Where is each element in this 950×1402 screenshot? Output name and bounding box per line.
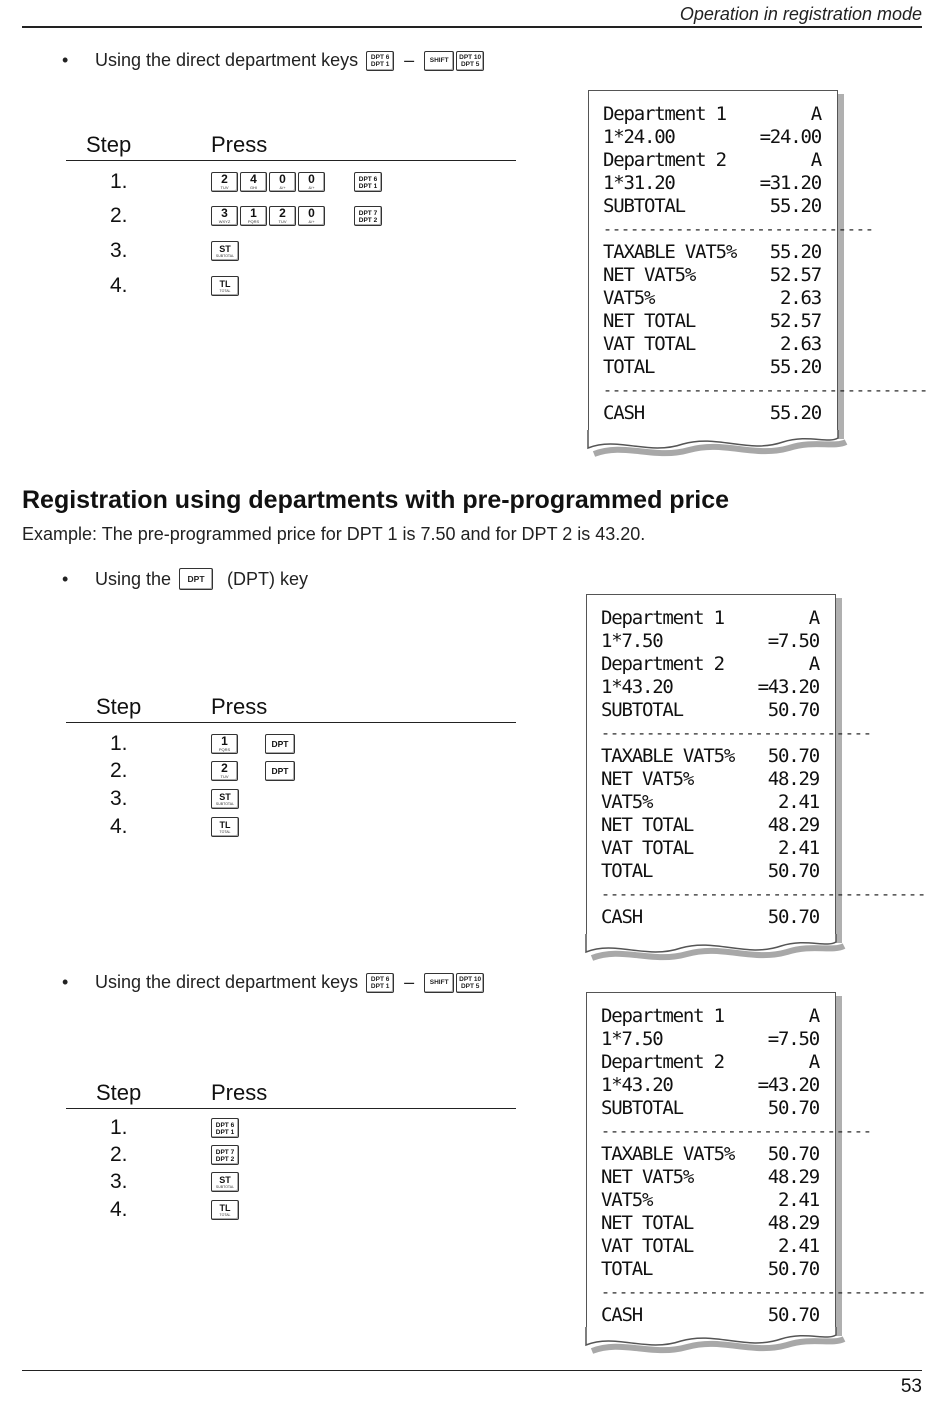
receipt-torn-edge [586, 1327, 848, 1357]
receipt-line-value: =7.50 [767, 1028, 819, 1050]
receipt-line-label: NET TOTAL [601, 1212, 694, 1234]
table-row [66, 1116, 239, 1140]
total-key: TL TOTAL [211, 817, 239, 837]
receipt-line-label: VAT5% [601, 1189, 653, 1211]
receipt-line-value: A [808, 607, 819, 629]
receipt-line [601, 630, 819, 653]
receipt-line-value: =31.20 [759, 172, 821, 194]
receipt-line [601, 1281, 927, 1304]
receipt-line-label: Department 2 [601, 1051, 724, 1073]
receipt-line-label: VAT5% [603, 287, 655, 309]
receipt-line-value: A [808, 1051, 819, 1073]
receipt-line-label: TOTAL [601, 860, 653, 882]
receipt-line-label: VAT TOTAL [601, 1235, 694, 1257]
receipt-line-label: Department 1 [601, 607, 724, 629]
receipt-line [601, 837, 819, 860]
dpt7-dpt2-key: DPT 7 DPT 2 [354, 206, 382, 226]
receipt-line-label: Department 2 [601, 653, 724, 675]
bullet-text-suffix: (DPT) key [227, 568, 309, 589]
receipt-line-label: SUBTOTAL [601, 699, 683, 721]
receipt-line [601, 676, 819, 699]
table-header [66, 130, 516, 161]
step-number: 4. [110, 274, 128, 297]
table-row [66, 1170, 239, 1194]
receipt-line-label: 1*7.50 [601, 1028, 663, 1050]
receipt-line [601, 745, 819, 768]
bullet-text: Using the direct department keys [95, 972, 359, 992]
receipt-line-value: 2.63 [780, 287, 821, 309]
receipt-line-label: VAT TOTAL [603, 333, 696, 355]
receipt-line-label: TAXABLE VAT5% [601, 1143, 735, 1165]
digit-key: 2 TUV [269, 206, 296, 226]
receipt-line-label: TOTAL [603, 356, 655, 378]
receipt-line [601, 883, 927, 906]
subtotal-key: ST SUBTOTAL [211, 241, 239, 261]
dpt10-dpt5-key: DPT 10 DPT 5 [456, 973, 484, 993]
receipt-line-value: 48.29 [767, 1212, 819, 1234]
receipt-line [601, 1051, 819, 1074]
receipt-line-value: 50.70 [767, 906, 819, 928]
table-row [66, 1198, 239, 1222]
page-number: 53 [900, 1376, 922, 1397]
step-number: 3. [110, 1170, 128, 1193]
digit-key: 3 WXYZ [211, 206, 238, 226]
table-header [66, 692, 516, 723]
receipt-line-value: 52.57 [769, 264, 821, 286]
receipt-line [601, 1074, 819, 1097]
receipt-line-value: 50.70 [767, 1143, 819, 1165]
range-dash: – [404, 50, 415, 70]
header-rule [22, 26, 922, 28]
dpt6-dpt1-key: DPT 6 DPT 1 [366, 51, 394, 71]
digit-key: 2 TUV [211, 172, 238, 192]
receipt-line-value: =7.50 [767, 630, 819, 652]
receipt-line [601, 1120, 872, 1143]
receipt-line [601, 1212, 819, 1235]
receipt-line-label: 1*24.00 [603, 126, 675, 148]
receipt-line [601, 768, 819, 791]
receipt-line-label: Department 1 [603, 103, 726, 125]
shift-key: SHIFT [424, 973, 454, 993]
receipt-line [601, 1143, 819, 1166]
step-number: 4. [110, 815, 128, 838]
bullet-text: Using the direct department keys [95, 50, 359, 70]
section1-bullet [62, 50, 484, 71]
section1-steps-table [66, 130, 516, 297]
receipt-line [601, 860, 819, 883]
press-column-header: Press [211, 132, 268, 157]
receipt-line-value: =43.20 [757, 676, 819, 698]
receipt-line [601, 814, 819, 837]
receipt-line-value: A [808, 1005, 819, 1027]
receipt-line-label: SUBTOTAL [603, 195, 685, 217]
receipt-paper [588, 90, 929, 435]
receipt-line [603, 241, 821, 264]
dpt6-dpt1-key: DPT 6 DPT 1 [366, 973, 394, 993]
receipt-line-value: 55.20 [769, 402, 821, 424]
dpt6-dpt1-key: DPT 6 DPT 1 [354, 172, 382, 192]
step-column-header: Step [96, 1080, 142, 1105]
receipt-line-value: 2.63 [780, 333, 821, 355]
table-row [66, 239, 239, 263]
receipt-line-label: 1*43.20 [601, 676, 673, 698]
bullet-dot-icon: • [62, 50, 69, 70]
receipt-line-value: 55.20 [769, 356, 821, 378]
receipt-line [603, 126, 821, 149]
receipt-line [603, 356, 821, 379]
receipt-line-value: 50.70 [767, 1304, 819, 1326]
receipt-line-label: TAXABLE VAT5% [601, 745, 735, 767]
dpt-key: DPT [179, 568, 213, 590]
receipt-line-label: NET TOTAL [601, 814, 694, 836]
receipt-line-value: 48.29 [767, 1166, 819, 1188]
shift-key: SHIFT [424, 51, 454, 71]
section3-bullet [62, 972, 484, 993]
press-column-header: Press [211, 694, 268, 719]
receipt-line-value: 2.41 [778, 791, 819, 813]
table-row [66, 1143, 239, 1167]
receipt-line [603, 103, 821, 126]
receipt-line-value: 2.41 [778, 1235, 819, 1257]
receipt-line [601, 1189, 819, 1212]
range-dash: – [404, 972, 415, 992]
receipt-line [601, 1166, 819, 1189]
receipt-line-value: 2.41 [778, 837, 819, 859]
digit-key: 0 &/+ [298, 172, 325, 192]
receipt-line-label: NET VAT5% [601, 1166, 694, 1188]
total-key: TL TOTAL [211, 276, 239, 296]
table-row [66, 274, 239, 298]
receipt-line-value: 2.41 [778, 1189, 819, 1211]
receipt-line-label: TAXABLE VAT5% [603, 241, 737, 263]
receipt-line-label: VAT5% [601, 791, 653, 813]
dpt7-dpt2-key: DPT 7 DPT 2 [211, 1145, 239, 1165]
receipt-line-label: ------------------------------ [601, 724, 872, 742]
receipt-line-label: VAT TOTAL [601, 837, 694, 859]
receipt-paper [586, 992, 927, 1332]
receipt-line-label: ------------------------------ [601, 1122, 872, 1140]
receipt-line [601, 1097, 819, 1120]
receipt-line-label: NET TOTAL [603, 310, 696, 332]
receipt-line-label: ------------------------------------ [601, 1283, 927, 1301]
receipt-line [601, 1005, 819, 1028]
receipt-torn-edge [588, 430, 850, 460]
receipt-line-value: 48.29 [767, 768, 819, 790]
digit-key: 1 PQRS [240, 206, 267, 226]
section-title: Registration using departments with pre-programmed price [22, 486, 730, 514]
receipt-line-value: 52.57 [769, 310, 821, 332]
footer-rule [22, 1370, 922, 1371]
receipt-line [601, 791, 819, 814]
receipt-line-value: 50.70 [767, 745, 819, 767]
section2-steps-table [66, 692, 516, 838]
section-description: Example: The pre-programmed price for DPT 1 is 7.50 and for DPT 2 is 43.20. [22, 524, 646, 544]
step-number: 1. [110, 732, 128, 755]
table-row [66, 759, 295, 783]
digit-key: 1 PQRS [211, 734, 238, 754]
receipt-line-label: Department 2 [603, 149, 726, 171]
step-column-header: Step [96, 694, 142, 719]
digit-key: 2 TUV [211, 761, 238, 781]
receipt-line [601, 699, 819, 722]
receipt-line [601, 1235, 819, 1258]
dpt10-dpt5-key: DPT 10 DPT 5 [456, 51, 484, 71]
subtotal-key: ST SUBTOTAL [211, 789, 239, 809]
receipt-line [603, 195, 821, 218]
bullet-dot-icon: • [62, 568, 69, 589]
receipt-line [603, 218, 874, 241]
receipt-line-value: 55.20 [769, 195, 821, 217]
receipt-line [601, 607, 819, 630]
receipt-line [601, 722, 872, 745]
receipt-line [603, 287, 821, 310]
step-column-header: Step [86, 132, 132, 157]
step-number: 1. [110, 170, 128, 193]
table-row [66, 787, 239, 811]
receipt-line-label: 1*31.20 [603, 172, 675, 194]
step-number: 4. [110, 1198, 128, 1221]
page-header-title: Operation in registration mode [679, 4, 922, 24]
receipt-line [603, 402, 821, 425]
step-number: 2. [110, 204, 128, 227]
receipt-line-label: ------------------------------------ [603, 381, 929, 399]
receipt-line [601, 906, 819, 929]
receipt-line-value: A [810, 103, 821, 125]
receipt-line [603, 172, 821, 195]
table-row [66, 170, 382, 194]
receipt-line [603, 310, 821, 333]
receipt-line-label: 1*43.20 [601, 1074, 673, 1096]
receipt-line-label: ------------------------------------ [601, 885, 927, 903]
receipt-line-label: CASH [601, 1304, 642, 1326]
receipt-line-label: NET VAT5% [603, 264, 696, 286]
section3-steps-table [66, 1078, 516, 1221]
receipt-line [601, 1304, 819, 1327]
dpt6-dpt1-key: DPT 6 DPT 1 [211, 1118, 239, 1138]
bullet-dot-icon: • [62, 972, 69, 992]
dpt-key: DPT [265, 761, 295, 781]
table-row [66, 732, 295, 756]
digit-key: 0 &/+ [298, 206, 325, 226]
receipt-line-label: CASH [603, 402, 644, 424]
receipt-line-value: 48.29 [767, 814, 819, 836]
receipt-line-value: 50.70 [767, 1258, 819, 1280]
receipt-line-value: 55.20 [769, 241, 821, 263]
bullet-text: Using the [95, 568, 172, 589]
receipt-line-value: =43.20 [757, 1074, 819, 1096]
step-number: 2. [110, 1143, 128, 1166]
receipt-line [603, 264, 821, 287]
receipt-torn-edge [586, 934, 848, 964]
step-number: 2. [110, 759, 128, 782]
receipt-line-value: A [810, 149, 821, 171]
step-number: 3. [110, 787, 128, 810]
dpt-key: DPT [265, 734, 295, 754]
receipt-paper [586, 594, 927, 939]
total-key: TL TOTAL [211, 1200, 239, 1220]
step-number: 1. [110, 1116, 128, 1139]
receipt-line-label: SUBTOTAL [601, 1097, 683, 1119]
subtotal-key: ST SUBTOTAL [211, 1172, 239, 1192]
receipt-line-label: Department 1 [601, 1005, 724, 1027]
section2-bullet [62, 568, 308, 590]
receipt-line-label: 1*7.50 [601, 630, 663, 652]
digit-key: 0 &/+ [269, 172, 296, 192]
receipt-line [603, 149, 821, 172]
receipt-line-value: A [808, 653, 819, 675]
receipt-line [601, 1028, 819, 1051]
receipt-line [601, 1258, 819, 1281]
table-header [66, 1078, 516, 1109]
receipt-line-value: 50.70 [767, 1097, 819, 1119]
receipt-line-value: 50.70 [767, 699, 819, 721]
receipt-line [603, 333, 821, 356]
receipt-line-label: NET VAT5% [601, 768, 694, 790]
receipt-line [601, 653, 819, 676]
receipt-line [603, 379, 929, 402]
receipt-line-label: CASH [601, 906, 642, 928]
receipt-line-label: ------------------------------ [603, 220, 874, 238]
press-column-header: Press [211, 1080, 268, 1105]
receipt-line-value: 50.70 [767, 860, 819, 882]
table-row [66, 815, 239, 839]
digit-key: 4 GHI [240, 172, 267, 192]
receipt-line-value: =24.00 [759, 126, 821, 148]
receipt-line-label: TOTAL [601, 1258, 653, 1280]
step-number: 3. [110, 239, 128, 262]
table-row [66, 204, 382, 228]
